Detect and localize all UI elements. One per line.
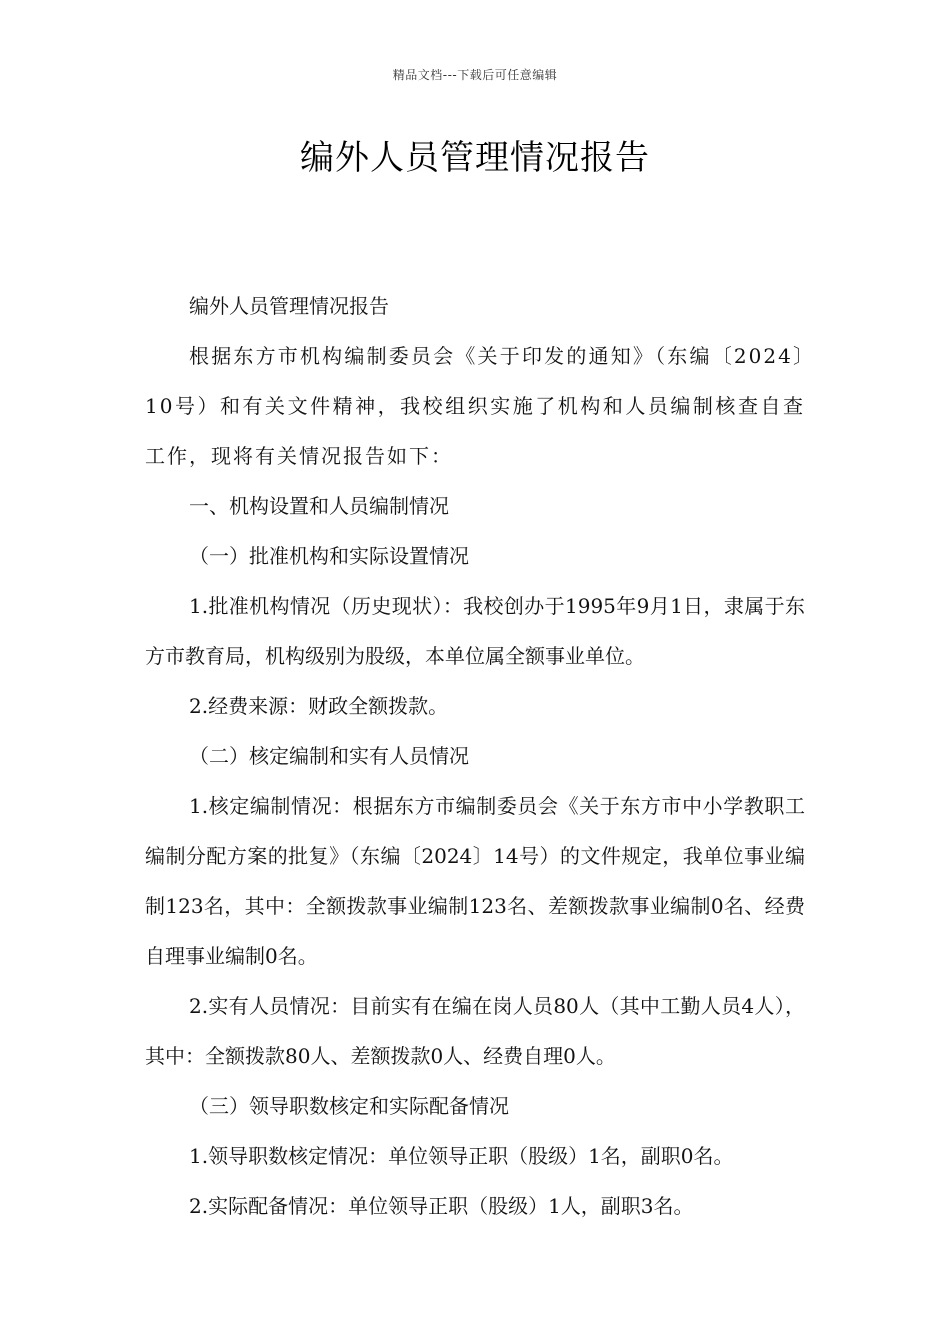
document-title: 编外人员管理情况报告	[300, 138, 650, 178]
paragraph-leadership-quota: 1.领导职数核定情况：单位领导正职（股级）1名，副职0名。	[189, 1144, 734, 1168]
paragraph-subtitle: 编外人员管理情况报告	[189, 294, 389, 318]
paragraph-approved-institution: 1.批准机构情况（历史现状）：我校创办于1995年9月1日，隶属于东方市教育局，机构级别为股级，本单位属全额事业单位。	[145, 594, 805, 668]
section-heading-1: 一、机构设置和人员编制情况	[189, 494, 449, 518]
paragraph-intro: 根据东方市机构编制委员会《关于印发的通知》（东编〔2024〕10号）和有关文件精神，我校组织实施了机构和人员编制核查自查工作，现将有关情况报告如下：	[145, 344, 805, 468]
paragraph-funding-source: 2.经费来源：财政全额拨款。	[189, 694, 449, 718]
paragraph-actual-staff: 2.实有人员情况：目前实有在编在岗人员80人（其中工勤人员4人），其中：全额拨款80人、差额拨款0人、经费自理0人。	[145, 994, 805, 1068]
subsection-heading-1: （一）批准机构和实际设置情况	[189, 544, 469, 568]
document-body	[145, 281, 805, 1231]
subsection-heading-3: （三）领导职数核定和实际配备情况	[189, 1094, 509, 1118]
paragraph-leadership-actual: 2.实际配备情况：单位领导正职（股级）1人，副职3名。	[189, 1194, 694, 1218]
page-header: 精品文档---下载后可任意编辑	[392, 68, 558, 82]
paragraph-approved-staffing: 1.核定编制情况：根据东方市编制委员会《关于东方市中小学教职工编制分配方案的批复》（东编〔2024〕14号）的文件规定，我单位事业编制123名，其中：全额拨款事业编制123名、差额拨款事业编制0名、经费自理事业编制0名。	[145, 794, 805, 968]
subsection-heading-2: （二）核定编制和实有人员情况	[189, 744, 469, 768]
